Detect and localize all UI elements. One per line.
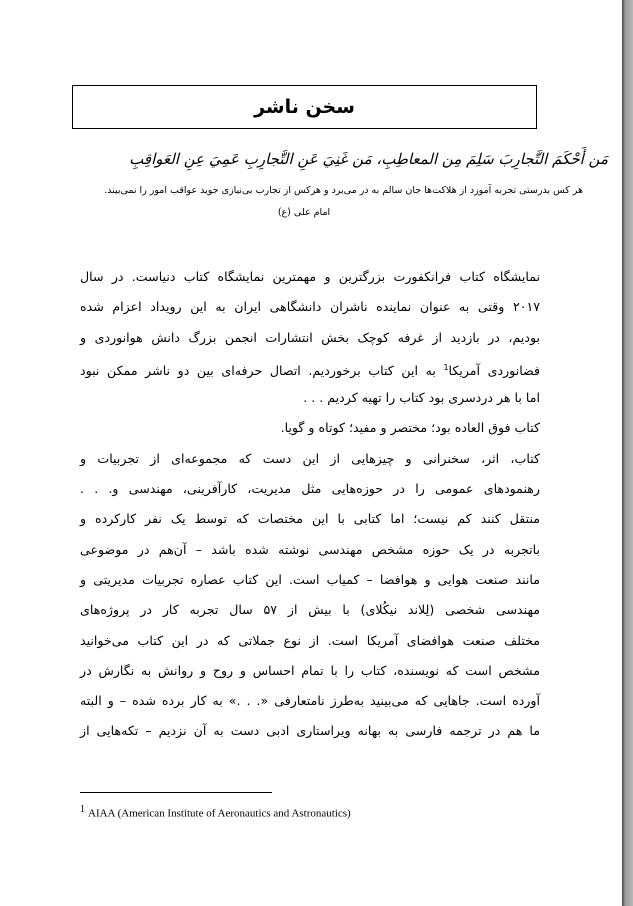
epigraph-source: امام علی (ع): [277, 207, 331, 218]
body-line-2: ۲۰۱۷ وقتی به عنوان نماینده ناشران دانشگاهی ایران به این رویداد اعزام شده: [80, 299, 540, 315]
page-title: [72, 85, 537, 129]
footnote-divider: [80, 792, 272, 793]
body-line-4: [80, 353, 540, 383]
footnote-number: 1: [80, 804, 85, 815]
footnote-reference: 1: [443, 362, 449, 372]
body-line-6: کتاب فوق العاده بود؛ مختصر و مفید؛ کوتاه و گویا.: [280, 420, 540, 436]
body-line-5: اما با هر دردسری بود کتاب را تهیه کردیم . . .: [303, 390, 540, 406]
body-line-12: مهندسی شخصی (لِلاند نیکُلای) با بیش از ۵۷ سال تجربه کار در پروژه‌های: [80, 602, 540, 618]
epigraph-arabic: مَن أَحْكَمَ التَّجارِبَ سَلِمَ مِن المعاطِبِ، مَن غَنِيَ عَنِ التَّجارِبِ عَمِيَ عِنِ العَواقِبِ: [129, 150, 608, 168]
epigraph-persian-translation: هر کس بدرستی تجربه آموزد از هلاکت‌ها جان سالم به در می‌برد و هرکس از تجارب بی‌نیازی جوید عواقب امور را نمی‌بیند.: [104, 185, 583, 196]
body-line-1: نمایشگاه کتاب فرانکفورت بزرگترین و مهمترین نمایشگاه کتاب دنیاست. در سال: [80, 269, 540, 284]
body-line-15: آورده است. جاهایی که می‌بینید به‌طرز نامتعارفی «. . .» به کار برده شده – و البته: [80, 693, 540, 709]
page-shadow: [622, 0, 633, 906]
body-line-16: ما هم در ترجمه فارسی به بهانه ویراستاری ادبی دست به آن نزدیم – تکه‌هایی از: [80, 723, 540, 739]
body-line-4-start: فضانوردی آمریکا: [448, 363, 540, 379]
body-text: [80, 262, 540, 747]
footnote-text: AIAA (American Institute of Aeronautics and Astronautics): [88, 807, 351, 820]
body-line-9: منتقل کنند کم نیست؛ اما کتابی با این مختصات که توسط یک نفر کارکرده و: [80, 511, 540, 527]
page-title-text: سخن ناشر: [254, 96, 355, 118]
body-line-14: مشخص است که نویسنده، کتاب را با تمام احساس و روح و روانش به نگارش در: [80, 662, 540, 678]
body-line-10: باتجربه در یک حوزه مشخص مهندسی نوشته شده باشد – آن‌هم در موضوعی: [80, 541, 540, 557]
footnote: [80, 804, 540, 820]
body-line-13: مختلف صنعت هوافضای آمریکا است. از نوع جملاتی که در این کتاب می‌خوانید: [80, 632, 540, 648]
body-line-7: کتاب، اثر، سخنرانی و چیزهایی از این دست که مجموعه‌ای از تجربیات و: [80, 450, 540, 466]
body-line-3: بودیم، در بازدید از غرفه کوچک بخش انتشارات انجمن بزرگ دانش هوانوردی و: [80, 329, 540, 345]
body-line-11: مانند صنعت هوایی و هوافضا – کمیاب است. این کتاب عصاره تجربیات مدیریتی و: [80, 571, 540, 587]
body-line-4-end: به این کتاب برخوردیم. اتصال حرفه‌ای بین دو ناشر ممکن نبود: [80, 363, 436, 379]
body-line-8: رهنمودهای عمومی را در حوزه‌هایی مثل مدیریت، کارآفرینی، مهندسی و. . .: [80, 481, 540, 497]
